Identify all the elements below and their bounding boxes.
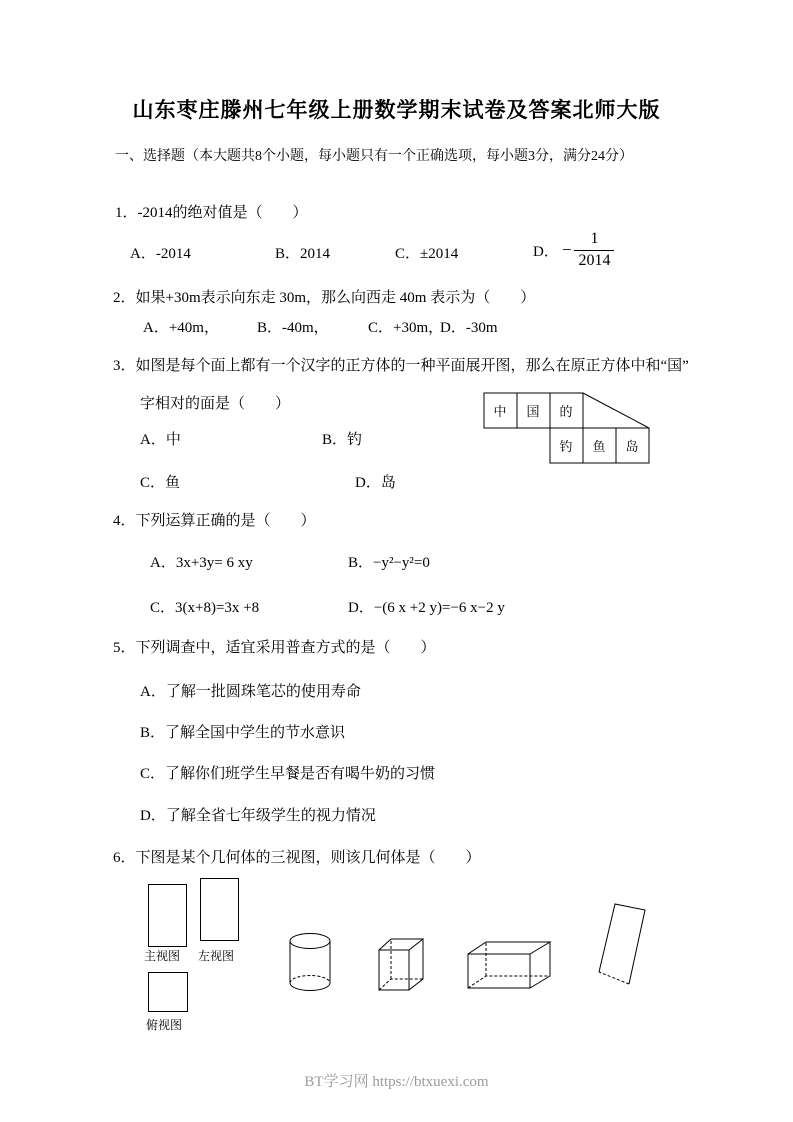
front-view-rectangle [148,884,187,947]
fraction-numerator: 1 [590,230,599,248]
q4-stem: 4．下列运算正确的是（ ） [113,513,316,529]
q2-option-d: D．-30m [440,320,498,336]
side-view-label: 左视图 [198,949,235,963]
cuboid-figure [466,940,552,992]
q4-option-d: D．−(6 x +2 y)=−6 x−2 y [348,600,505,616]
q1-option-d-label: D． [533,243,559,260]
q3-stem-line1: 3．如图是每个面上都有一个汉字的正方体的一种平面展开图，那么在原正方体中和“国” [113,358,689,374]
q5-option-c: C．了解你们班学生早餐是否有喝牛奶的习惯 [140,766,436,782]
q3-option-b: B．钓 [322,432,363,448]
side-view-rectangle [200,878,239,941]
net-cell-label: 鱼 [592,439,606,454]
fraction-minus-sign: − [561,240,572,259]
footer-watermark: BT学习网 https://btxuexi.com [304,1074,489,1090]
q4-option-a: A．3x+3y= 6 xy [150,555,253,571]
top-view-label: 俯视图 [146,1018,183,1032]
net-cell-label: 岛 [625,439,639,454]
q3-option-c: C．鱼 [140,475,181,491]
q5-option-a: A．了解一批圆珠笔芯的使用寿命 [140,684,361,700]
net-cell-label: 钓 [559,439,573,454]
net-cell-label: 国 [526,404,540,419]
q1-option-c: C．±2014 [395,246,459,262]
cylinder-figure [288,932,332,992]
q6-stem: 6．下图是某个几何体的三视图，则该几何体是（ ） [113,850,481,866]
net-cell-label: 的 [559,404,573,419]
q3-option-a: A．中 [140,432,181,448]
q3-option-d: D．岛 [355,475,396,491]
q1-stem: 1．-2014的绝对值是（ ） [115,205,308,221]
net-cell-label: 中 [493,404,507,419]
page-title: 山东枣庄滕州七年级上册数学期末试卷及答案北师大版 [132,98,661,122]
square-prism-figure [376,936,426,996]
q5-option-d: D．了解全省七年级学生的视力情况 [140,808,376,824]
q4-option-b: B．−y²−y²=0 [348,555,430,571]
q2-option-a: A．+40m， [143,320,219,336]
q3-stem-line2: 字相对的面是（ ） [140,396,291,412]
q1-option-d [533,227,614,273]
q5-option-b: B．了解全国中学生的节水意识 [140,725,346,741]
q1-option-a: A．-2014 [130,246,191,262]
q2-stem: 2．如果+30m表示向东走 30m，那么向西走 40m 表示为（ ） [113,290,536,306]
q3-cube-net-figure [483,392,651,465]
oblique-prism-figure [593,900,647,988]
q2-option-c: C．+30m， [368,320,444,336]
q1-option-b: B．2014 [275,246,331,262]
section-header: 一、选择题（本大题共8个小题，每小题只有一个正确选项，每小题3分，满分24分） [115,149,633,164]
q1-fraction [562,230,615,270]
q5-stem: 5．下列调查中，适宜采用普查方式的是（ ） [113,640,436,656]
fraction-denominator: 2014 [574,250,614,270]
front-view-label: 主视图 [144,949,181,963]
q2-option-b: B．-40m， [257,320,329,336]
top-view-square [148,972,188,1012]
net-flap-edge [583,393,649,428]
q4-option-c: C．3(x+8)=3x +8 [150,600,260,616]
